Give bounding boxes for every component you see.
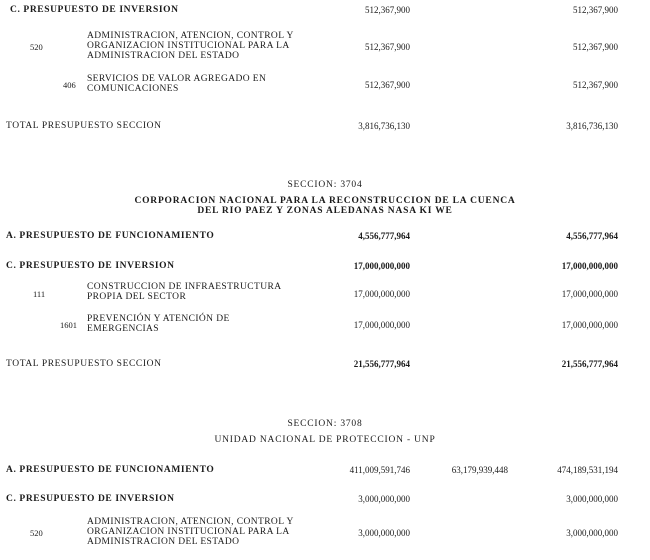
total-section-value: 3,816,736,130: [358, 121, 410, 131]
program-value: 17,000,000,000: [353, 289, 410, 299]
inversion-total: 512,367,900: [573, 5, 618, 15]
subprogram-value: 17,000,000,000: [353, 320, 410, 330]
program-total: 3,000,000,000: [566, 528, 618, 538]
inversion-value: 512,367,900: [365, 5, 410, 15]
funcionamiento-heading: A. PRESUPUESTO DE FUNCIONAMIENTO: [6, 231, 215, 241]
funcionamiento-heading: A. PRESUPUESTO DE FUNCIONAMIENTO: [6, 465, 215, 475]
entity-name: CORPORACION NACIONAL PARA LA RECONSTRUCCION DE LA CUENCA DEL RIO PAEZ Y ZONAS ALEDANAS NASA KI WE: [134, 196, 516, 216]
total-section-label: TOTAL PRESUPUESTO SECCION: [6, 121, 162, 131]
inversion-heading: C. PRESUPUESTO DE INVERSION: [6, 261, 175, 271]
program-total: 512,367,900: [573, 42, 618, 52]
subprogram-description: SERVICIOS DE VALOR AGREGADO EN COMUNICACIONES: [87, 74, 267, 94]
section-number: SECCION: 3708: [287, 419, 363, 429]
subprogram-description: PREVENCIÓN Y ATENCIÓN DE EMERGENCIAS: [87, 314, 230, 334]
subprogram-total: 17,000,000,000: [561, 320, 618, 330]
inversion-value: 17,000,000,000: [353, 261, 410, 271]
program-code: 520: [30, 528, 43, 538]
program-description: ADMINISTRACION, ATENCION, CONTROL Y ORGANIZACION INSTITUCIONAL PARA LA ADMINISTRACION DEL ESTADO: [87, 31, 294, 61]
program-code: 520: [30, 42, 43, 52]
funcionamiento-total: 474,189,531,194: [557, 465, 618, 475]
program-value: 3,000,000,000: [358, 528, 410, 538]
section-number: SECCION: 3704: [287, 180, 363, 190]
program-total: 17,000,000,000: [561, 289, 618, 299]
inversion-total: 3,000,000,000: [566, 494, 618, 504]
inversion-heading: C. PRESUPUESTO DE INVERSION: [6, 494, 175, 504]
inversion-heading: C. PRESUPUESTO DE INVERSION: [10, 5, 179, 15]
subprogram-total: 512,367,900: [573, 80, 618, 90]
program-description: ADMINISTRACION, ATENCION, CONTROL Y ORGANIZACION INSTITUCIONAL PARA LA ADMINISTRACION DEL ESTADO: [87, 517, 294, 547]
funcionamiento-value: 411,009,591,746: [349, 465, 410, 475]
inversion-total: 17,000,000,000: [561, 261, 618, 271]
funcionamiento-value: 4,556,777,964: [358, 231, 410, 241]
subprogram-value: 512,367,900: [365, 80, 410, 90]
total-section-label: TOTAL PRESUPUESTO SECCION: [6, 359, 162, 369]
entity-name: UNIDAD NACIONAL DE PROTECCION - UNP: [214, 435, 436, 445]
total-section-total: 3,816,736,130: [566, 121, 618, 131]
funcionamiento-value-2: 63,179,939,448: [451, 465, 508, 475]
subprogram-code: 406: [63, 80, 76, 90]
program-value: 512,367,900: [365, 42, 410, 52]
inversion-value: 3,000,000,000: [358, 494, 410, 504]
funcionamiento-total: 4,556,777,964: [566, 231, 618, 241]
program-description: CONSTRUCCION DE INFRAESTRUCTURA PROPIA DEL SECTOR: [87, 282, 282, 302]
total-section-total: 21,556,777,964: [561, 359, 618, 369]
subprogram-code: 1601: [60, 320, 77, 330]
program-code: 111: [33, 289, 46, 299]
total-section-value: 21,556,777,964: [353, 359, 410, 369]
